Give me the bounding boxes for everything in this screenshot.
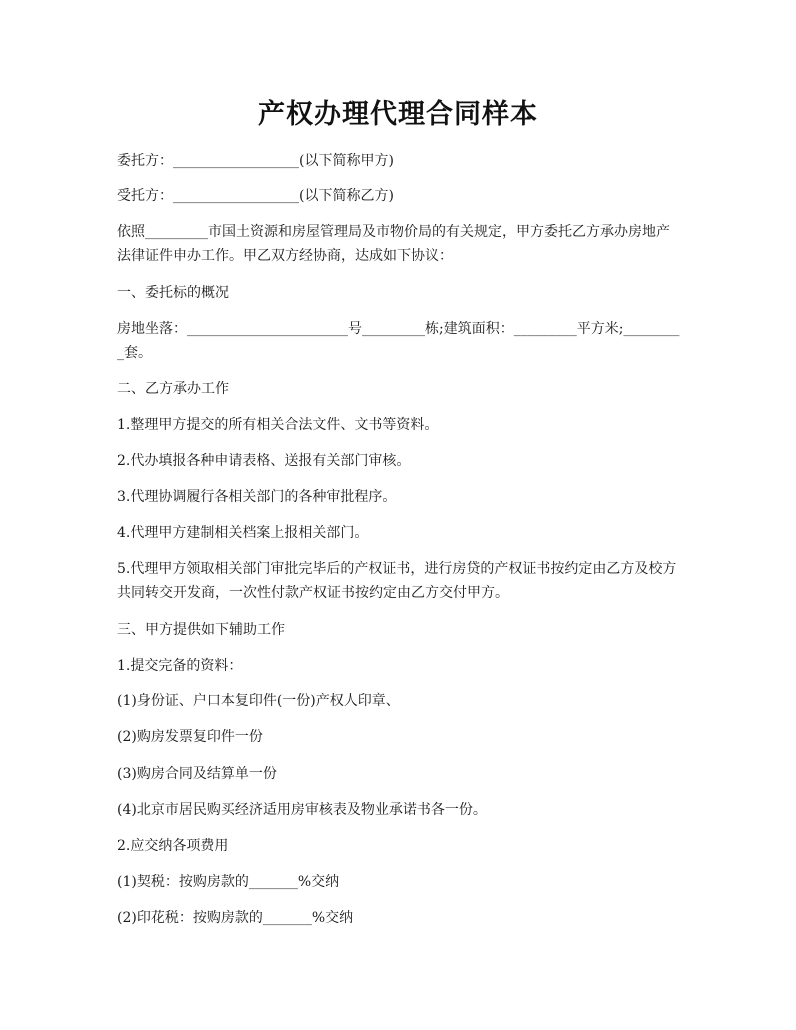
list-item-2-5: 5.代理甲方领取相关部门审批完毕后的产权证书，进行房贷的产权证书按约定由乙方及校方共同转交开发商，一次性付款产权证书按约定由乙方交付甲方。 bbox=[117, 561, 677, 601]
sub-item-3-1-4: (4)北京市居民购买经济适用房审核表及物业承诺书各一份。 bbox=[117, 802, 487, 818]
section-heading-3: 三、甲方提供如下辅助工作 bbox=[117, 622, 285, 638]
list-item-3-2: 2.应交纳各项费用 bbox=[117, 838, 229, 854]
section-heading-2: 二、乙方承办工作 bbox=[117, 381, 229, 397]
clause-principal: 委托方：__________________(以下简称甲方) bbox=[117, 153, 394, 169]
list-item-2-1: 1.整理甲方提交的所有相关合法文件、文书等资料。 bbox=[117, 417, 439, 433]
sub-item-3-2-2: (2)印花税：按购房款的_______%交纳 bbox=[117, 910, 354, 926]
clause-agent: 受托方：__________________(以下简称乙方) bbox=[117, 188, 394, 204]
sub-item-3-1-3: (3)购房合同及结算单一份 bbox=[117, 766, 277, 782]
section-heading-1: 一、委托标的概况 bbox=[117, 285, 229, 301]
list-item-2-2: 2.代办填报各种申请表格、送报有关部门审核。 bbox=[117, 453, 411, 469]
sub-item-3-2-1: (1)契税：按购房款的_______%交纳 bbox=[117, 874, 340, 890]
clause-property-location: 房地坐落：_______________________号_________栋;建筑面积：_________平方米;_________套。 bbox=[117, 321, 680, 361]
sub-item-3-1-2: (2)购房发票复印件一份 bbox=[117, 729, 263, 745]
list-item-2-3: 3.代理协调履行各相关部门的各种审批程序。 bbox=[117, 489, 397, 505]
list-item-2-4: 4.代理甲方建制相关档案上报相关部门。 bbox=[117, 525, 369, 541]
clause-preamble: 依照_________市国土资源和房屋管理局及市物价局的有关规定，甲方委托乙方承办房地产法律证件申办工作。甲乙双方经协商，达成如下协议： bbox=[117, 224, 670, 264]
list-item-3-1: 1.提交完备的资料： bbox=[117, 658, 243, 674]
sub-item-3-1-1: (1)身份证、户口本复印件(一份)产权人印章、 bbox=[117, 693, 400, 709]
document-title: 产权办理代理合同样本 bbox=[258, 99, 538, 130]
